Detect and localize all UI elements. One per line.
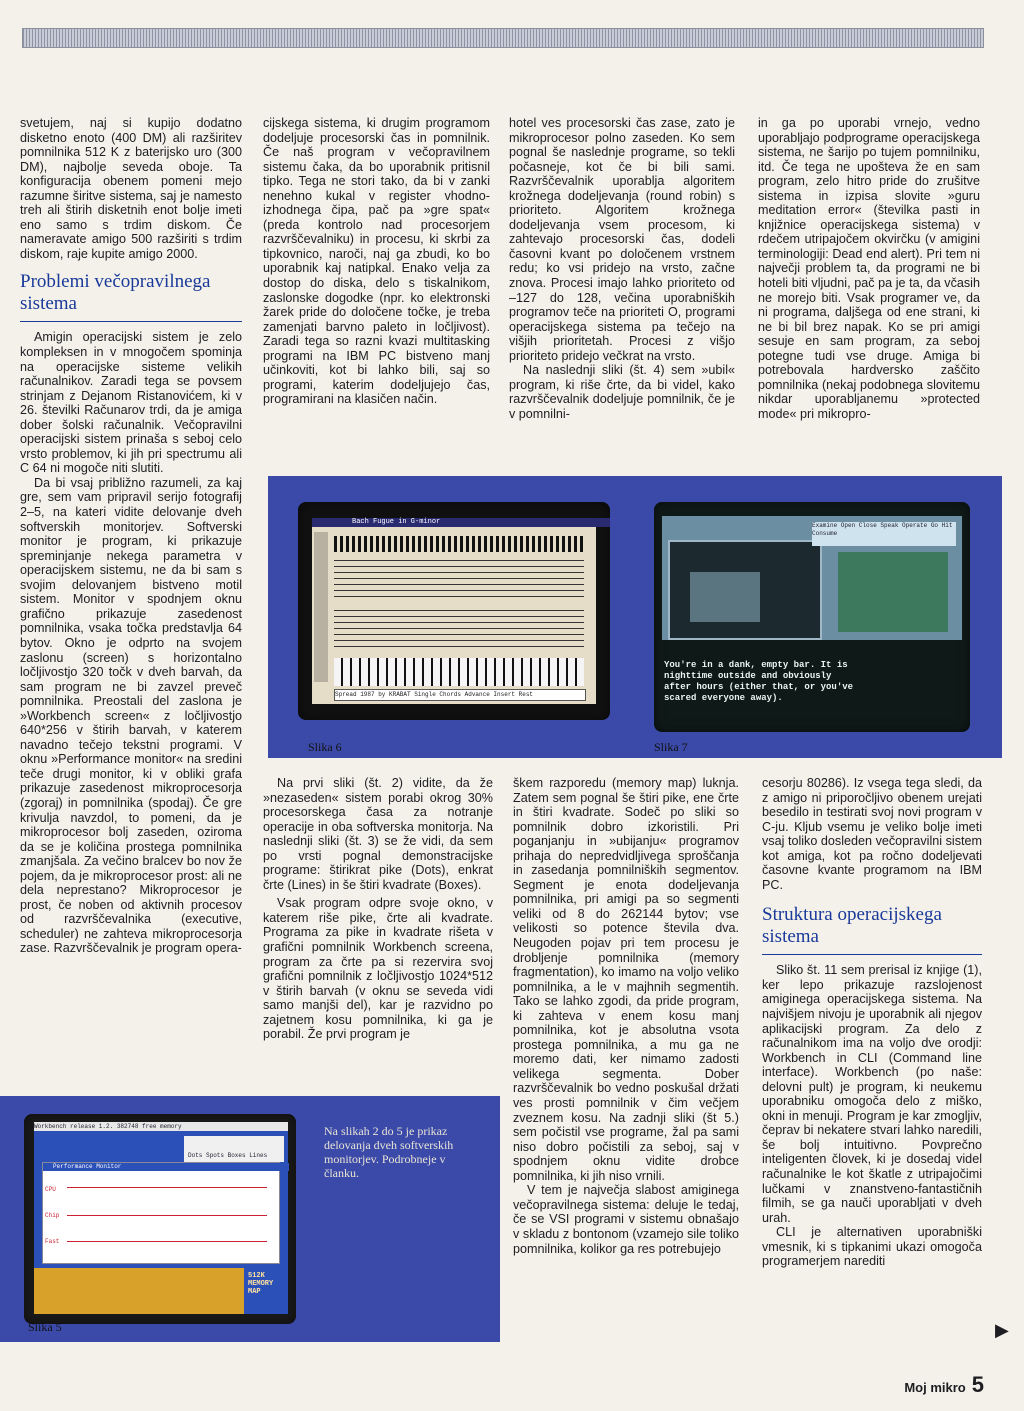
label-line: MEMORY [248, 1280, 274, 1288]
photo-caption-note: Na slikah 2 do 5 je prikaz delovanja dveh softverskih monitorjev. Podrobneje v članku. [324, 1124, 454, 1180]
paragraph: V tem je največja slabost amiginega večopravilnega sistema: deluje le tedaj, če se VSI programi v sistemu obnašajo v skladu z bontonom (vzamejo sile toliko pomnilnika, kolikor ga res potrebujejo [513, 1183, 739, 1256]
screen-slika-6 [298, 502, 610, 720]
paragraph: Sliko št. 11 sem prerisal iz knjige (1), ker lepo prikazuje razslojenost amiginega operacijskega sistema. Na najvišjem nivoju je uporabnik ali njegov aplikacijski program. Za delo z računalnikom ima na voljo dve orodji: Workbench in CLI (Command line interface). Workbench (po naše: delovni pult) je program, ki neukemu uporabniku omogoča delo z miško, okni in menuji. Program je kar zmogljiv, čeprav bi nekatere stvari lahko naredili, še bolj intuitivno. Povprečno inteligenten človek, ki je dosedaj videl računalnike le kot škatle z utripajočimi lučkami v znanstveno-fantastičnih filmih, se ga nauči uporabljati v dveh urah. [762, 963, 982, 1225]
bar-room-view [668, 540, 822, 640]
workbench-title-bar: Workbench release 1.2. 382748 free memory [34, 1122, 288, 1131]
paragraph: Amigin operacijski sistem je zelo kompleksen in v mnogočem spominja na operacijske sisteme velikih računalnikov. Zaradi tega se povsem strinjam z Dejanom Ristanovićem, ki v 26. številki Računarov trdi, da je amiga dober šolski računalnik. Večopravilni operacijski sistem prinaša s seboj celo vrsto problemov, ki jih pri spectrumu ali C 64 ni mogoče niti slutiti. [20, 330, 242, 476]
section-heading: Problemi večopravilnega sistema [20, 271, 242, 322]
column-2 [263, 116, 490, 407]
page-footer [904, 1372, 984, 1398]
cpu-graph-line [67, 1187, 267, 1188]
window-title: Bach Fugue in G-minor [312, 518, 610, 527]
piano-keyboard[interactable] [334, 658, 584, 686]
magazine-name: Moj mikro [904, 1380, 966, 1395]
section-heading: Struktura operacijskega sistema [762, 904, 982, 955]
tool-palette[interactable] [314, 532, 328, 682]
memory-map-label [248, 1272, 288, 1296]
paragraph: škem razporedu (memory map) luknja. Zatem sem pognal še štiri pike, ene črte in štiri kvadrate. Sodeč po sliki so pomnilnik dobro izkoristili. Pri poganjanju in »ubijanju« programov prihaja do nepredvidljivega sproščanja in zasedanja pomnilniških segmentov. Segment je enota dodeljevanja pomnilnika, pri amigi pa so segmenti veliki od 8 do 262144 bytov; vse velikosti so potence števila dva. Neugoden pojav pri tem procesu je drobljenje pomnilnika (memory fragmentation), ko imamo na voljo veliko pomnilnika, a le v majhnih segmentih. Tako se lahko zgodi, da pride program, ki zahteva v enem kosu manj pomnilnika, kot je absolutna vsota prostega pomnilnika, a mu ga ne moremo dati, ker nimamo zadosti velikega segmenta. Dober razvrščevalnik bo vedno poskušal držati ves prosti pomnilnik v čim večjem zveznem kosu. Na zadnji sliki (št 5.) sem počistil vse programe, žal pa sami niso dobro počistili za seboj, saj v spodnjem oknu vidite drobce pomnilnika, ki jih niso vrnili. [513, 776, 739, 1183]
paragraph: cijskega sistema, ki drugim programom dodeljuje procesorski čas in pomnilnik. Če naš program v večopravilnem sistemu čaka, da bo uporabnik pritisnil tipko. Tega ne stori tako, da bi v zanki nenehno kukal v register vhodno-izhodnega čipa, pač pa »gre spat« (preda kontrolo nad procesorjem razvrščevalniku) in procesu, ki skrbi za tipkovnico, naroči, naj ga zbudi, ko bo uporabnik kaj natipkal. Enako velja za dostop do diska, delo s tiskalnikom, zaslonske dogodke (npr. ko elektronski žarek pride do določene točke, je treba zamenjati barvno paleto in ločljivost). Zaradi tega so razni kvazi multitasking programi na IBM PC bistveno manj učinkoviti, kot bi lahko bili, saj so programi, katerim dodeljujejo čas, programirani na klasičen način. [263, 116, 490, 407]
paragraph: in ga po uporabi vrnejo, vedno uporabljajo podprograme operacijskega sistema, ne šarijo po tujem pomnilniku, itd. Če tega ne upošteva že en sam program, zelo hitro pride do zrušitve sistema in izpisa slovite »guru meditation error« (številka pasti in knjižnice operacijskega sistema) v rdečem utripajočem okvirčku (v amigini terminologiji: Dead end alert). Pri tem ni največji problem ta, da programi ne bi hoteli biti vljudni, pač pa je ta, da včasih ne morejo biti. Vsak programer ve, da ni programa, daljšega od ene strani, ki ne bi bil brez napak. Ko se pri amigi sesuje en sam program, za seboj potegne tudi vse druge. Amiga bi potrebovala hardversko zaščito pomnilnika (nekaj podobnega slovitemu nikdar uporabljanemu »protected mode« pri mikropro- [758, 116, 980, 421]
column-4-lower [762, 776, 982, 1269]
page-number: 5 [971, 1372, 984, 1397]
continue-arrow-icon: ▶ [995, 1320, 1009, 1340]
paragraph: Na naslednji sliki (št. 4) sem »ubil« program, ki riše črte, da bi videl, kako razvrščevalnik dodeljuje pomnilnik, če je v pomnilni- [509, 363, 735, 421]
workbench-screen [34, 1122, 288, 1314]
paragraph: svetujem, naj si kupijo dodatno disketno enoto (400 DM) ali razširitev pomnilnika 512 K z baterijsko uro (300 DM), najbolje seveda oboje. Ta konfiguracija obenem pomeni mejo razumne širitve sistema, saj je namesto treh ali štirih disketnih enot bolje imeti eno samo s trdim diskom. Če nameravate amigo 500 razširiti s trdim diskom, raje kupite amigo 2000. [20, 116, 242, 261]
icon-labels: Dots Spots Boxes Lines [188, 1152, 268, 1159]
status-bar: Spread 1987 by KRABAT Single Chords Advance Insert Rest [334, 689, 586, 701]
column-4 [758, 116, 980, 421]
photo-panel-top [268, 476, 1002, 758]
caption-slika-5: Slika 5 [28, 1320, 62, 1334]
screen-slika-7 [654, 502, 970, 732]
paragraph: Da bi vsaj približno razumeli, za kaj gre, sem vam pripravil serijo fotografij 2–5, na kateri vidite delovanje dveh softverskih monitorjev. Softverski monitor je program, ki prikazuje spreminjanje nekega parametra v operacijskem sistemu, ne da bi sam s svojim delovanjem bistveno motil sistem. Monitor v spodnjem oknu grafično prikazuje zasedenost pomnilnika, vsaka točka predstavlja 64 bytov. Okno je odprto na svojem zaslonu (screen) s horizontalno ločljivostjo 320 točk v dveh barvah, da sam program ne bi zavzel preveč pomnilnika. Preostali del zaslona je »Workbench screen« z ločljivostjo 640*256 v štirih barvah, v katerem navadno tečejo tekstni programi. V oknu »Performance monitor« na sredini teče drugi monitor, ki v obliki grafa prikazuje zasedenost mikroprocesorja (zgoraj) in pomnilnika (spodaj). Če gre krivulja navzdol, to pomeni, da je mikroprocesor bolj zaseden, oziroma da se je količina prostega pomnilnika zmanjšala. Za večino bralcev bo nov že pojem, da je mikroprocesor prost: ali ne dela neprestano? Mikroprocesor je prost, če noben od aktivnih procesov od razvrščevalnika (executive, scheduler) ne zahteva mikroprocesorja zase. Razvrščevalnik je program opera- [20, 475, 242, 956]
caption-slika-7: Slika 7 [654, 740, 688, 754]
caption-slika-6: Slika 6 [308, 740, 342, 754]
text-line: You're in a dank, empty bar. It is [664, 660, 848, 670]
column-3 [509, 116, 735, 421]
paragraph: hotel ves procesorski čas zase, zato je mikroprocesor polno zaseden. Ko sem pognal še naslednje programe, so tekli počasneje, kot če bi bili sami. Razvrščevalnik uporablja algoritem krožnega dodeljevanja (round robin) s prioriteto. Algoritem krožnega dodeljevanja vsem procesom, ki zahtevajo procesorski čas, dodeli časovni kvant po določenem vrstnem redu; ko vsi pridejo na vrsto, začne znova. Procesi imajo lahko prioriteto od –127 do 128, večina uporabniških programov teče na prioriteti O, programi operacijskega sistema pa tečejo na višjih prioritetah. Procesi z višjo prioriteto pridejo večkrat na vrsto. [509, 116, 735, 363]
command-menu[interactable]: Examine Open Close Speak Operate Go Hit Consume [812, 522, 956, 546]
column-3-lower [513, 776, 739, 1256]
paragraph: cesorju 80286). Iz vsega tega sledi, da z amigo ni priporočljivo obenem urejati besedilo in testirati svoj novi program v C-ju. Kljub vsemu je veliko bolje imeti vsaj toliko dosleden večopravilni sistem kot amiga, kot pa ročno dodeljevati časovne kvante programom na IBM PC. [762, 776, 982, 892]
fast-graph-line [67, 1241, 267, 1242]
paragraph: Na prvi sliki (št. 2) vidite, da že »nezaseden« sistem porabi okrog 30% procesorskega časa za notranje operacije in oba softverska monitorja. Na naslednji sliki (št. 3) se že vidi, da sem po vrsti pognal demonstracijske programe: štirikrat pike (Dots), enkrat črte (Lines) in še štiri kvadrate (Boxes). [263, 776, 493, 892]
memory-map-bar [34, 1268, 244, 1314]
performance-monitor-window[interactable] [42, 1162, 280, 1264]
window-title: Performance Monitor [43, 1163, 289, 1171]
row-label: Chip [45, 1212, 60, 1219]
row-label: Fast [45, 1238, 60, 1245]
inventory-panel[interactable] [838, 552, 948, 632]
bar-counter [690, 572, 760, 622]
text-line: after hours (either that, or you've [664, 682, 854, 692]
paragraph: CLI je alternativen uporabniški vmesnik, ki s tipkanimi ukazi omogoča programerjem narediti [762, 1225, 982, 1269]
photo-panel-bottom [0, 1096, 500, 1342]
music-editor [312, 518, 596, 704]
demo-icons[interactable] [184, 1136, 284, 1162]
label-line: MAP [248, 1288, 261, 1296]
text-line: nighttime outside and obviously [664, 671, 832, 681]
text-line: scared everyone away). [664, 693, 783, 703]
game-text [664, 660, 960, 704]
top-color-bar [22, 28, 984, 48]
row-label: CPU [45, 1186, 56, 1193]
staff-lines [334, 608, 584, 652]
label-line: 512K [248, 1272, 265, 1280]
column-2-lower [263, 776, 493, 1042]
game-scene [662, 516, 962, 640]
paragraph: Vsak program odpre svoje okno, v katerem riše pike, črte ali kvadrate. Programa za pike in kvadrate rišeta v grafični pomnilnik Workbench screena, program za črte pa si rezervira svoj grafični pomnilnik z ločljivostjo 1024*512 v štirih barvah (v oknu se seveda vidi samo manjši del), kar je razvidno po zajetnem kosu pomnilnika, ki ga je porabil. Že prvi program je [263, 896, 493, 1042]
screen-slika-5 [24, 1114, 296, 1324]
staff-lines [334, 558, 584, 602]
staff-notes [334, 536, 584, 552]
column-1 [20, 116, 242, 956]
chip-graph-line [67, 1215, 267, 1216]
graph-row-labels [45, 1177, 59, 1255]
